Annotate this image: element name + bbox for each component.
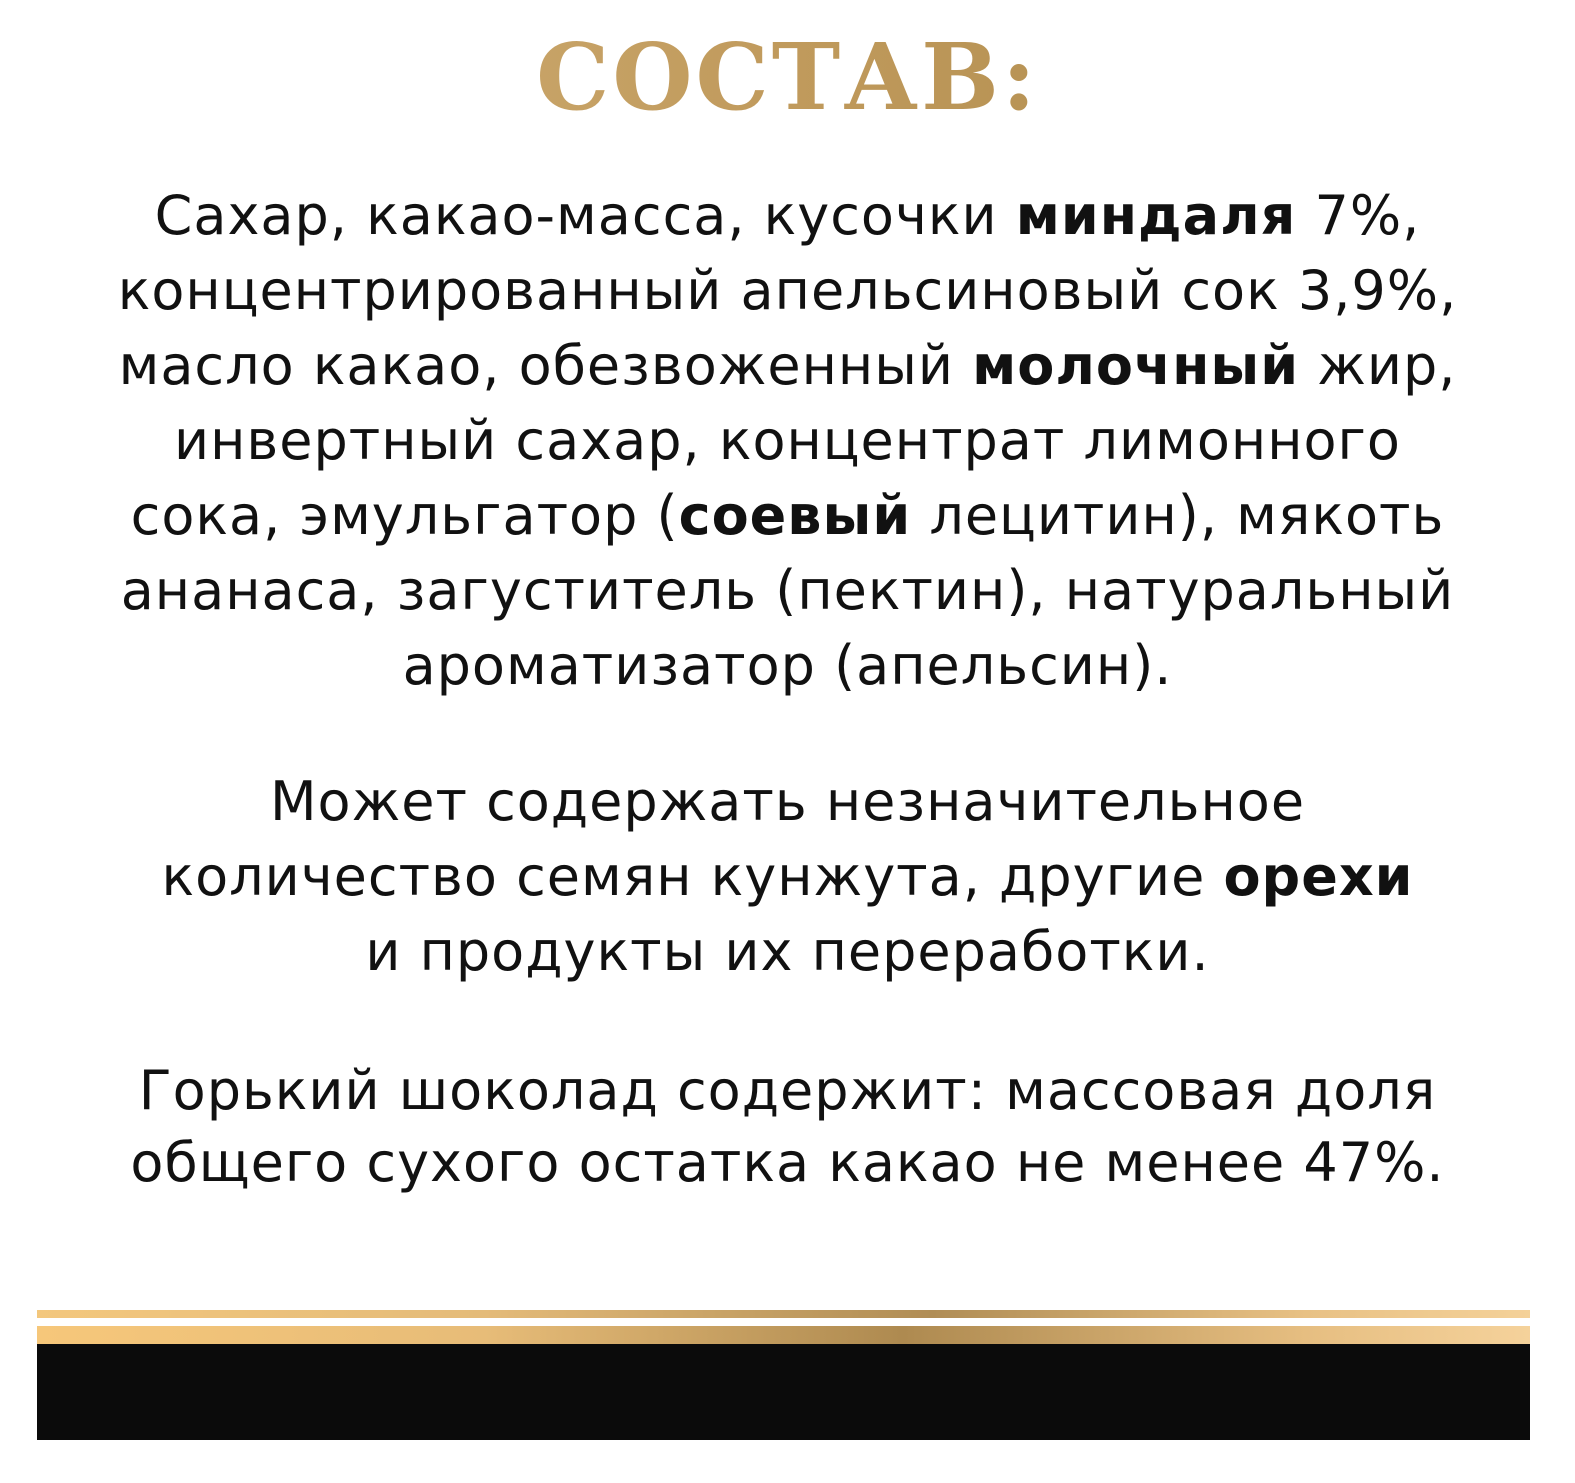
gold-stripe-thin <box>37 1310 1530 1318</box>
text-segment: Сахар, какао-масса, кусочки <box>154 184 1016 247</box>
text-line <box>0 478 1575 553</box>
text-segment: сока, эмульгатор ( <box>130 484 679 547</box>
text-line <box>0 764 1575 839</box>
text-segment: общего сухого остатка какао не менее 47%. <box>130 1131 1445 1194</box>
text-line <box>0 628 1575 703</box>
text-line <box>0 839 1575 914</box>
page-title: СОСТАВ: <box>0 22 1575 132</box>
text-segment: лецитин), мякоть <box>911 484 1445 547</box>
text-line <box>0 1127 1575 1199</box>
text-segment: количество семян кунжута, другие <box>161 845 1224 908</box>
text-segment: и продукты их переработки. <box>365 920 1210 983</box>
black-footer-band <box>37 1344 1530 1440</box>
bold-ingredient: орехи <box>1223 845 1414 908</box>
text-segment: концентрированный апельсиновый сок 3,9%, <box>117 259 1458 322</box>
text-line <box>0 1055 1575 1127</box>
text-line <box>0 328 1575 403</box>
text-line <box>0 253 1575 328</box>
text-segment: ароматизатор (апельсин). <box>402 634 1173 697</box>
bold-ingredient: миндаля <box>1015 184 1297 247</box>
text-segment: жир, <box>1299 334 1457 397</box>
text-line <box>0 914 1575 989</box>
text-segment: 7%, <box>1296 184 1421 247</box>
bold-ingredient: молочный <box>972 334 1300 397</box>
text-line <box>0 178 1575 253</box>
text-segment: Может содержать незначительное <box>269 770 1306 833</box>
text-segment: инвертный сахар, концентрат лимонного <box>174 409 1401 472</box>
text-line <box>0 553 1575 628</box>
text-segment: Горький шоколад содержит: массовая доля <box>138 1059 1437 1122</box>
text-line <box>0 403 1575 478</box>
composition-paragraph <box>0 178 1575 703</box>
cocoa-content-paragraph <box>0 1055 1575 1199</box>
bold-ingredient: соевый <box>678 484 912 547</box>
allergen-warning-paragraph <box>0 764 1575 989</box>
text-segment: масло какао, обезвоженный <box>118 334 973 397</box>
text-segment: ананаса, загуститель (пектин), натуральный <box>120 559 1455 622</box>
gold-stripe-thick <box>37 1326 1530 1344</box>
